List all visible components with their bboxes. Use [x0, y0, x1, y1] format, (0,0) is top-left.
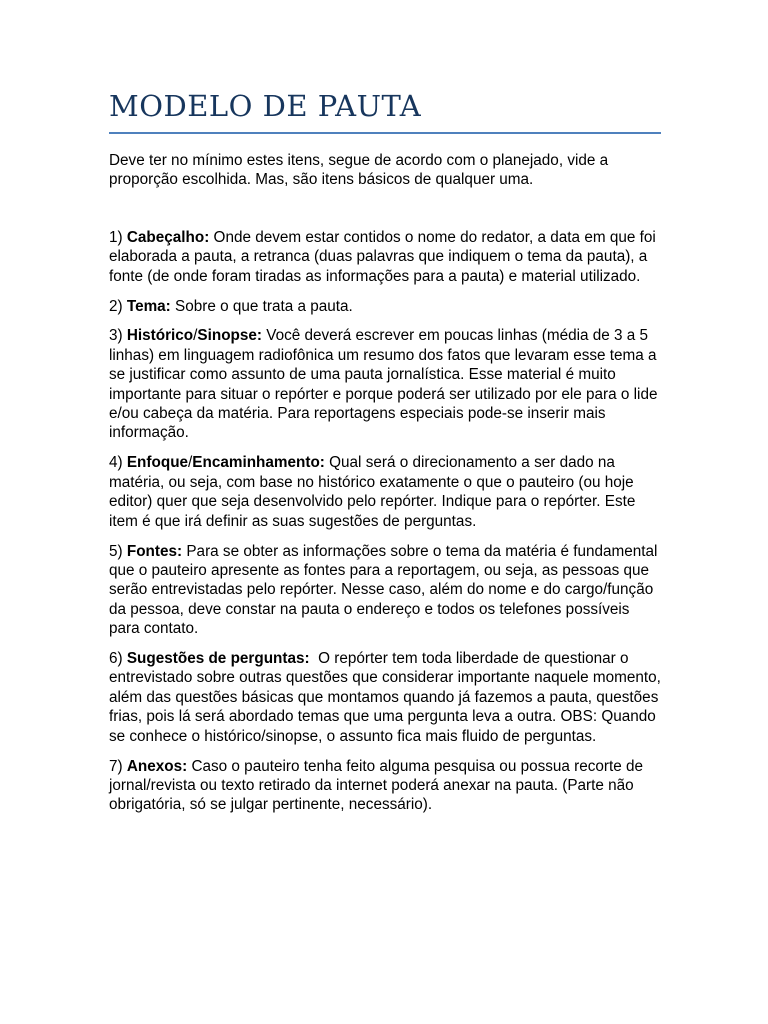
item-text: Você deverá escrever em poucas linhas (média de 3 a 5 linhas) em linguagem radiofônica um resumo dos fatos que levaram esse tema a se justificar como assunto de uma pauta jornalística. Esse material é muito importante para situar o repórter e porque poderá ser utilizado por ele para o lide e/ou cabeça da matéria. Para reportagens especiais pode-se inserir mais informação.: [109, 327, 658, 442]
item-text: Sobre o que trata a pauta.: [170, 297, 353, 315]
item-label-separator: /: [188, 454, 193, 472]
item-label: Histórico: [126, 327, 194, 345]
title-underline: [109, 132, 661, 134]
item-number: 1): [109, 228, 127, 246]
item-number: 3): [109, 327, 127, 345]
list-item-3: [109, 326, 661, 442]
item-number: 6): [109, 650, 127, 668]
item-label: Sugestões de perguntas:: [126, 650, 310, 668]
item-text: Caso o pauteiro tenha feito alguma pesquisa ou possua recorte de jornal/revista ou texto retirado da internet poderá anexar na pauta. (Parte não obrigatória, só se julgar pertinente, necessário).: [109, 757, 644, 814]
document-title: MODELO DE PAUTA: [109, 89, 422, 123]
item-text: O repórter tem toda liberdade de questionar o entrevistado sobre outras questões que considerar importante naquele momento, além das questões básicas que montamos quando já fazemos a pauta, questões frias, pois lá será abordado temas que uma pergunta leva a outra. OBS: Quando se conhece o histórico/sinopse, o assunto fica mais fluido de perguntas.: [109, 650, 666, 745]
item-label-secondary: Sinopse:: [197, 327, 262, 345]
list-item-6: [109, 649, 666, 746]
list-item-4: [109, 453, 661, 531]
list-item-5: [109, 542, 661, 639]
intro-paragraph: Deve ter no mínimo estes itens, segue de acordo com o planejado, vide a proporção escolhida. Mas, são itens básicos de qualquer uma.: [109, 152, 609, 189]
item-number: 5): [109, 542, 127, 560]
item-text: Onde devem estar contidos o nome do redator, a data em que foi elaborada a pauta, a retranca (duas palavras que indiquem o tema da pauta), a fonte (de onde foram tiradas as informações para a pauta) e material utilizado.: [109, 228, 656, 285]
item-label-separator: /: [193, 327, 198, 345]
list-item-2: [109, 297, 661, 316]
item-label: Cabeçalho:: [126, 228, 210, 246]
item-label-secondary: Encaminhamento:: [192, 454, 325, 472]
item-label: Fontes:: [126, 542, 183, 560]
items-list: [109, 228, 666, 815]
item-label: Enfoque: [126, 454, 189, 472]
item-number: 7): [109, 757, 127, 775]
list-item-1: [109, 228, 661, 286]
item-label: Tema:: [126, 297, 171, 315]
item-text: Qual será o direcionamento a ser dado na matéria, ou seja, com base no histórico exatamente o que o pauteiro (ou hoje editor) quer que seja desenvolvido pelo repórter. Indique para o repórter. Este item é que irá definir as suas sugestões de perguntas.: [109, 454, 636, 530]
item-text: Para se obter as informações sobre o tema da matéria é fundamental que o pauteiro apresente as fontes para a reportagem, ou seja, as pessoas que serão entrevistadas pelo repórter. Nesse caso, além do nome e do cargo/função da pessoa, deve constar na pauta o endereço e todos os telefones possíveis para contato.: [109, 542, 658, 638]
item-number: 4): [109, 454, 127, 472]
list-item-7: [109, 757, 661, 815]
item-number: 2): [109, 297, 127, 315]
item-label: Anexos:: [126, 757, 188, 775]
